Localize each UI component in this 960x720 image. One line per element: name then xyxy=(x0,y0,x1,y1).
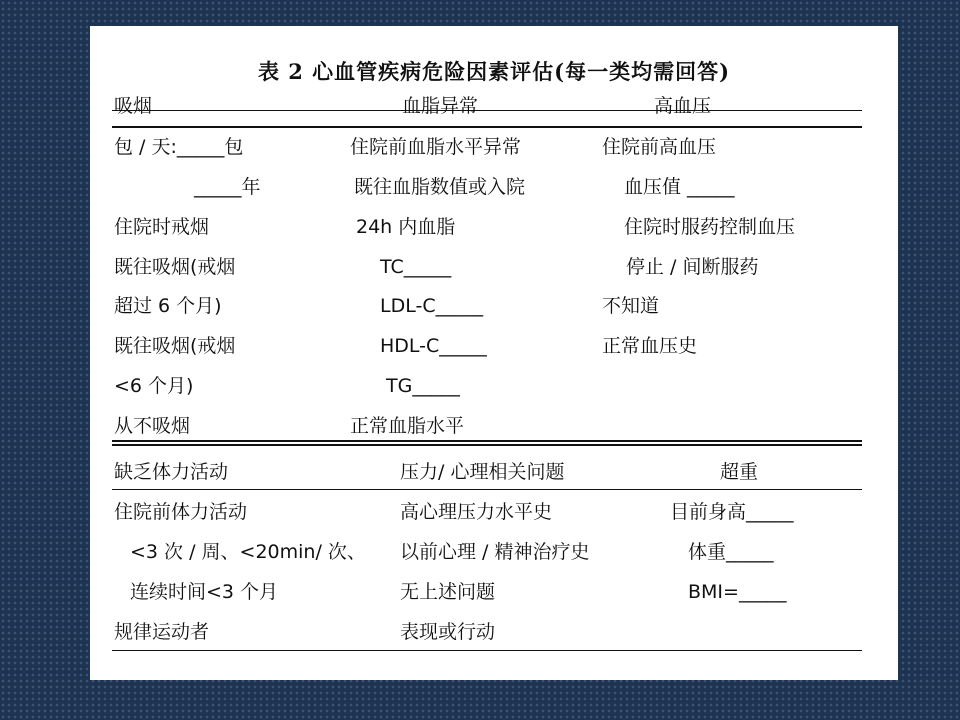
top-rule xyxy=(112,110,862,111)
hypertension-item: 不知道 xyxy=(602,295,660,317)
bottom-rule xyxy=(112,650,862,651)
smoking-item: 从不吸烟 xyxy=(114,415,191,437)
header-lipids: 血脂异常 xyxy=(402,95,479,117)
hypertension-item: 住院时服药控制血压 xyxy=(624,216,796,238)
table-title: 表 2 心血管疾病危险因素评估(每一类均需回答) xyxy=(257,59,731,84)
lipid-item: 24h 内血脂 xyxy=(356,216,456,238)
smoking-item: 超过 6 个月) xyxy=(114,295,222,317)
header-overweight: 超重 xyxy=(720,461,759,483)
smoking-item: 包 / 天:_____包 xyxy=(114,136,244,158)
activity-item: 住院前体力活动 xyxy=(114,501,248,523)
hypertension-item: 血压值 _____ xyxy=(624,176,735,198)
smoking-item: 既往吸烟(戒烟 xyxy=(114,335,236,357)
overweight-item: 目前身高_____ xyxy=(670,501,794,523)
stress-item: 高心理压力水平史 xyxy=(400,501,553,523)
hypertension-item: 住院前高血压 xyxy=(602,136,717,158)
header-smoking: 吸烟 xyxy=(114,95,153,117)
header-stress: 压力/ 心理相关问题 xyxy=(400,461,565,483)
lipid-item: HDL-C_____ xyxy=(380,335,487,357)
smoking-item: 住院时戒烟 xyxy=(114,216,210,238)
lipid-item: TG_____ xyxy=(386,375,460,397)
lipid-item: 既往血脂数值或入院 xyxy=(354,176,526,198)
lipid-item: 住院前血脂水平异常 xyxy=(350,136,522,158)
section-divider-top xyxy=(112,440,862,442)
activity-item: 规律运动者 xyxy=(114,621,210,643)
stress-item: 表现或行动 xyxy=(400,621,496,643)
stress-item: 以前心理 / 精神治疗史 xyxy=(400,541,590,563)
header-activity: 缺乏体力活动 xyxy=(114,461,229,483)
lipid-item: LDL-C_____ xyxy=(380,295,484,317)
hypertension-item: 正常血压史 xyxy=(602,335,698,357)
header-rule xyxy=(112,126,862,128)
document-sheet xyxy=(90,26,898,680)
lipid-item: TC_____ xyxy=(380,256,452,278)
activity-item: <3 次 / 周、<20min/ 次、 xyxy=(130,541,366,563)
stress-item: 无上述问题 xyxy=(400,581,496,603)
activity-item: 连续时间<3 个月 xyxy=(130,581,279,603)
lipid-item: 正常血脂水平 xyxy=(350,415,465,437)
overweight-item: BMI=_____ xyxy=(688,581,787,603)
section2-header-rule xyxy=(112,489,862,490)
section-divider-bottom xyxy=(112,444,862,446)
overweight-item: 体重_____ xyxy=(688,541,774,563)
hypertension-item: 停止 / 间断服药 xyxy=(626,256,759,278)
header-hypertension: 高血压 xyxy=(654,95,712,117)
smoking-item: _____年 xyxy=(194,176,261,198)
smoking-item: <6 个月) xyxy=(114,375,194,397)
smoking-item: 既往吸烟(戒烟 xyxy=(114,256,236,278)
